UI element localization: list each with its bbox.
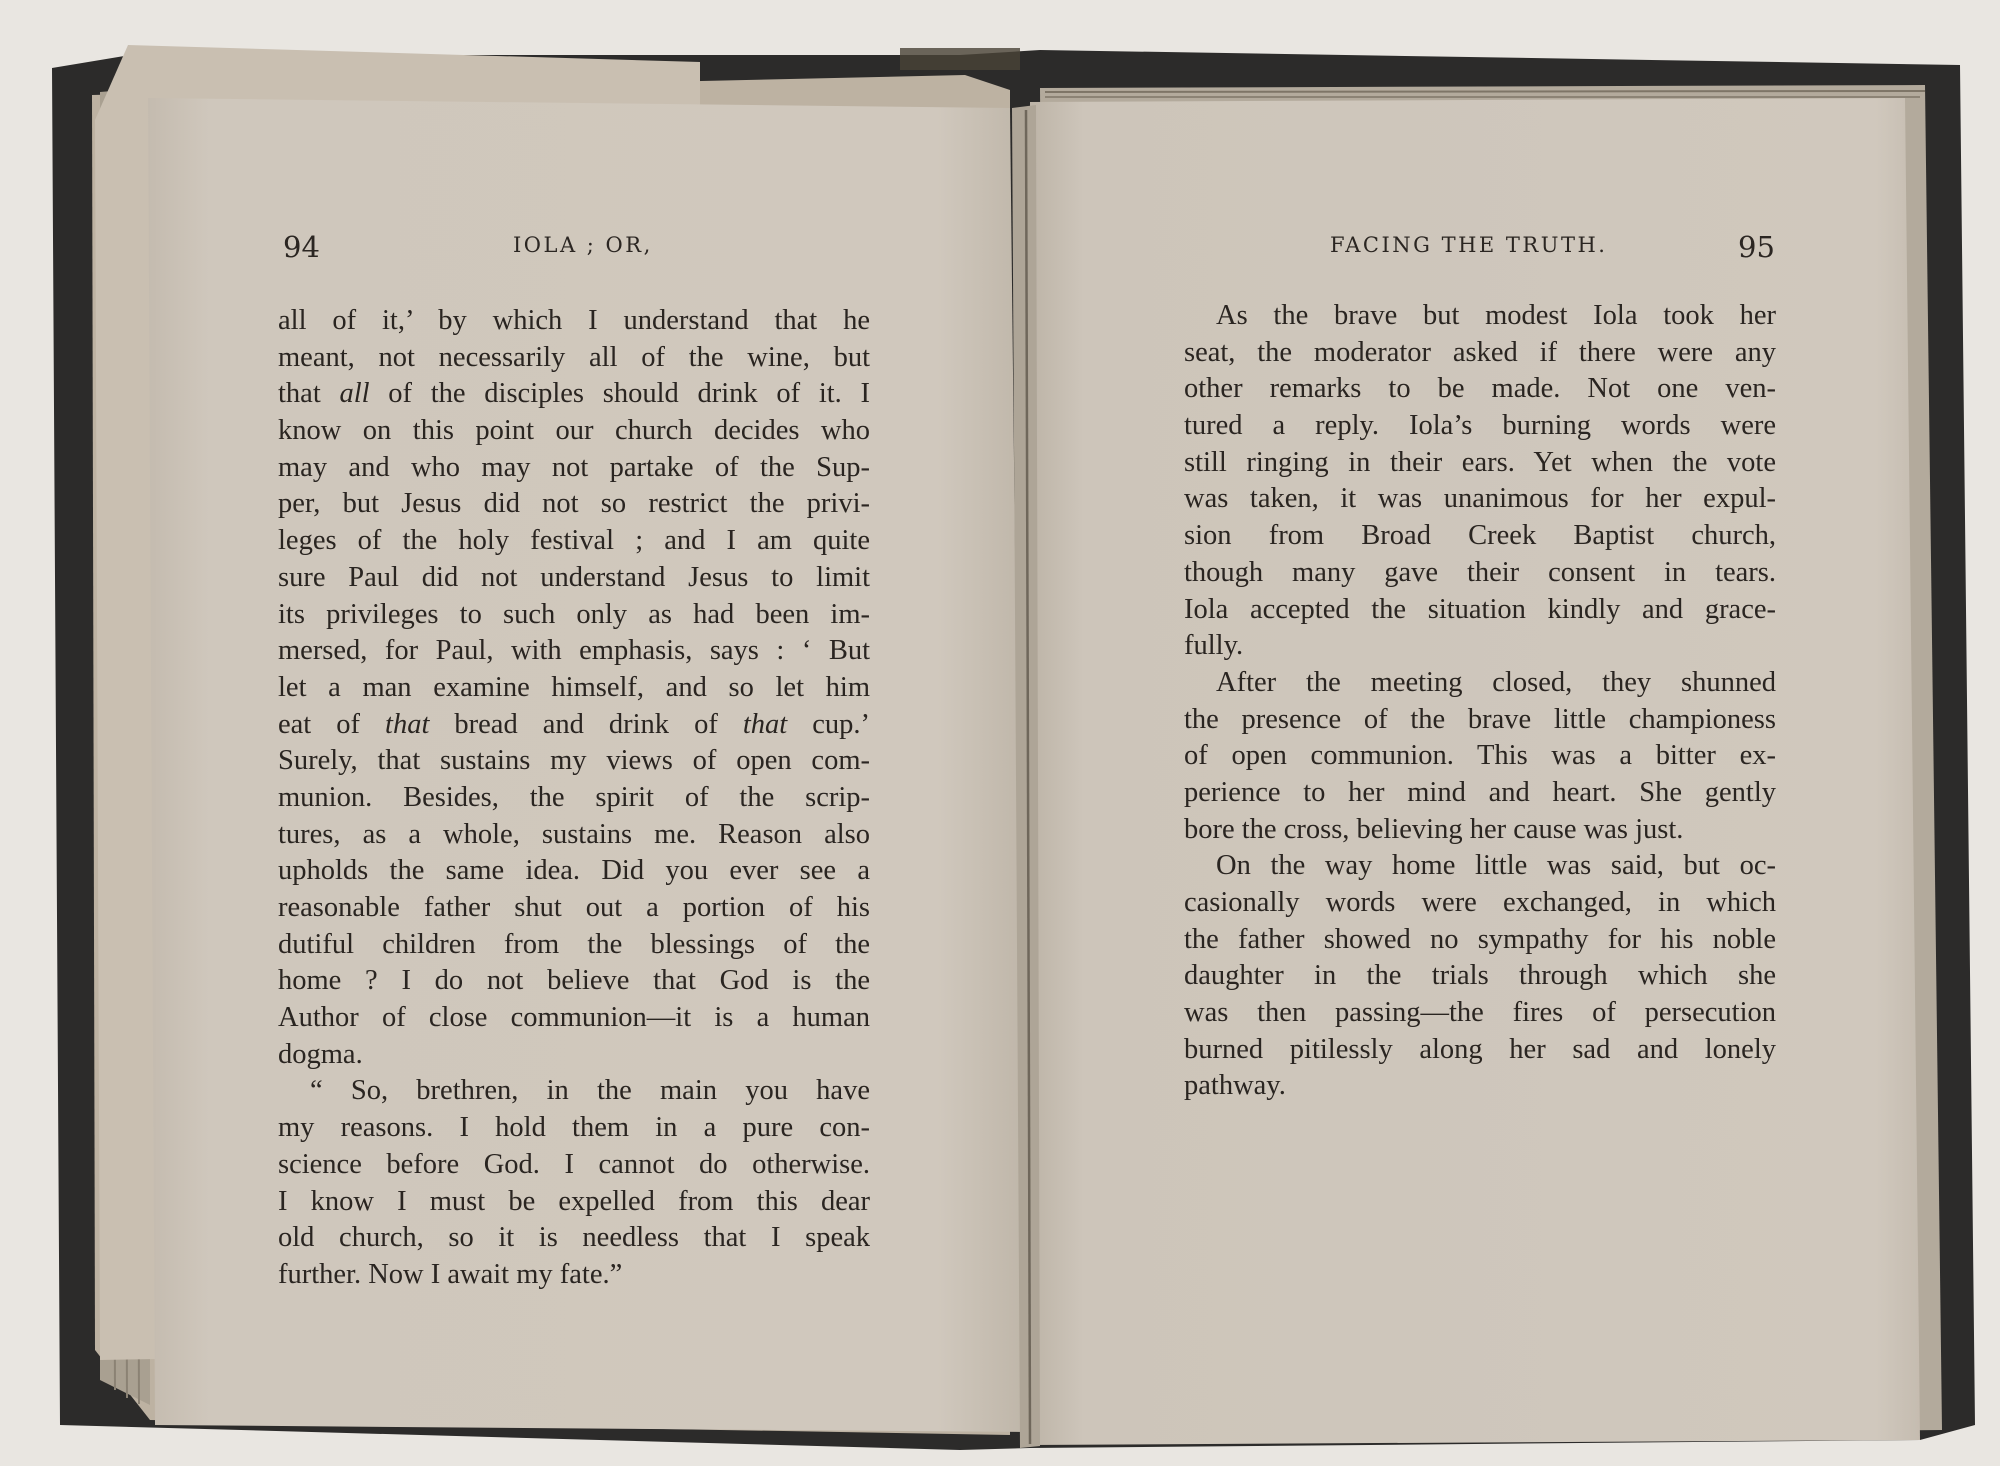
left-page-number: 94	[283, 230, 320, 264]
left_page-line: that all of the disciples should drink of it. I	[278, 378, 870, 410]
left_page-line: dogma.	[278, 1038, 363, 1070]
left_page-line: let a man examine himself, and so let him	[278, 671, 870, 703]
right_page-line: of open communion. This was a bitter ex-	[1184, 740, 1776, 772]
right_page-line: sion from Broad Creek Baptist church,	[1184, 520, 1776, 552]
right_page-line: perience to her mind and heart. She gently	[1184, 776, 1776, 808]
right_page-line: fully.	[1184, 630, 1244, 662]
left_page-line: sure Paul did not understand Jesus to limit	[278, 561, 870, 593]
left_page-line: further. Now I await my fate.”	[278, 1258, 623, 1290]
left-page-text	[278, 303, 870, 1294]
left_page-line: old church, so it is needless that I speak	[278, 1222, 870, 1254]
right-page-header	[1330, 230, 1775, 270]
right_page-line: casionally words were exchanged, in which	[1184, 887, 1776, 918]
right_page-line: Iola accepted the situation kindly and grace-	[1184, 593, 1776, 625]
left_page-line: per, but Jesus did not so restrict the privi-	[278, 488, 870, 520]
right_page-line: though many gave their consent in tears.	[1184, 556, 1776, 588]
right_page-line: seat, the moderator asked if there were any	[1184, 336, 1776, 368]
right_page-line: On the way home little was said, but oc-	[1216, 850, 1776, 882]
right_page-line: daughter in the trials through which she	[1184, 960, 1776, 992]
left_page-line: dutiful children from the blessings of the	[278, 928, 870, 960]
right_page-line: was then passing—the fires of persecution	[1184, 997, 1776, 1029]
left_page-line: reasonable father shut out a portion of his	[278, 892, 870, 923]
right_page-line: was taken, it was unanimous for her expul-	[1184, 483, 1776, 515]
left_page-line: mersed, for Paul, with emphasis, says : ‘ But	[278, 635, 870, 667]
right_page-line: As the brave but modest Iola took her	[1216, 300, 1776, 331]
right-page-number: 95	[1738, 230, 1775, 264]
left_page-line: home ? I do not believe that God is the	[278, 965, 870, 997]
right_page-line: After the meeting closed, they shunned	[1216, 666, 1776, 698]
left_page-line: Surely, that sustains my views of open com-	[278, 745, 870, 777]
left_page-line: Author of close communion—it is a human	[278, 1002, 870, 1034]
left_page-line: “ So, brethren, in the main you have	[310, 1075, 870, 1107]
left_page-line: know on this point our church decides who	[278, 415, 870, 447]
right_page-line: other remarks to be made. Not one ven-	[1184, 373, 1776, 405]
right_page-line: tured a reply. Iola’s burning words were	[1184, 410, 1776, 442]
left_page-line: I know I must be expelled from this dear	[278, 1185, 870, 1217]
left_page-line: my reasons. I hold them in a pure con-	[278, 1112, 870, 1144]
right_page-line: bore the cross, believing her cause was just.	[1184, 813, 1684, 845]
left_page-line: upholds the same idea. Did you ever see a	[278, 855, 870, 887]
right_page-line: the presence of the brave little championess	[1184, 703, 1776, 735]
left_page-line: eat of that bread and drink of that cup.’	[278, 708, 871, 740]
left_page-line: its privileges to such only as had been im-	[278, 598, 870, 630]
right-running-head: FACING THE TRUTH.	[1330, 233, 1608, 257]
left_page-line: tures, as a whole, sustains me. Reason also	[278, 818, 870, 850]
left_page-line: leges of the holy festival ; and I am quite	[278, 525, 870, 557]
left_page-line: science before God. I cannot do otherwise.	[278, 1148, 870, 1180]
left_page-line: meant, not necessarily all of the wine, but	[278, 341, 870, 373]
right_page-line: still ringing in their ears. Yet when the vote	[1184, 446, 1776, 478]
left_page-line: munion. Besides, the spirit of the scrip-	[278, 781, 870, 813]
right_page-line: the father showed no sympathy for his noble	[1184, 923, 1776, 955]
left-running-head: IOLA ; OR,	[513, 233, 653, 257]
right-page-text	[1184, 298, 1776, 1105]
left_page-line: may and who may not partake of the Sup-	[278, 451, 870, 483]
right_page-line: burned pitilessly along her sad and lonely	[1184, 1033, 1776, 1065]
left_page-line: all of it,’ by which I understand that he	[278, 305, 870, 336]
left-page-header	[283, 230, 893, 270]
right_page-line: pathway.	[1184, 1070, 1286, 1102]
